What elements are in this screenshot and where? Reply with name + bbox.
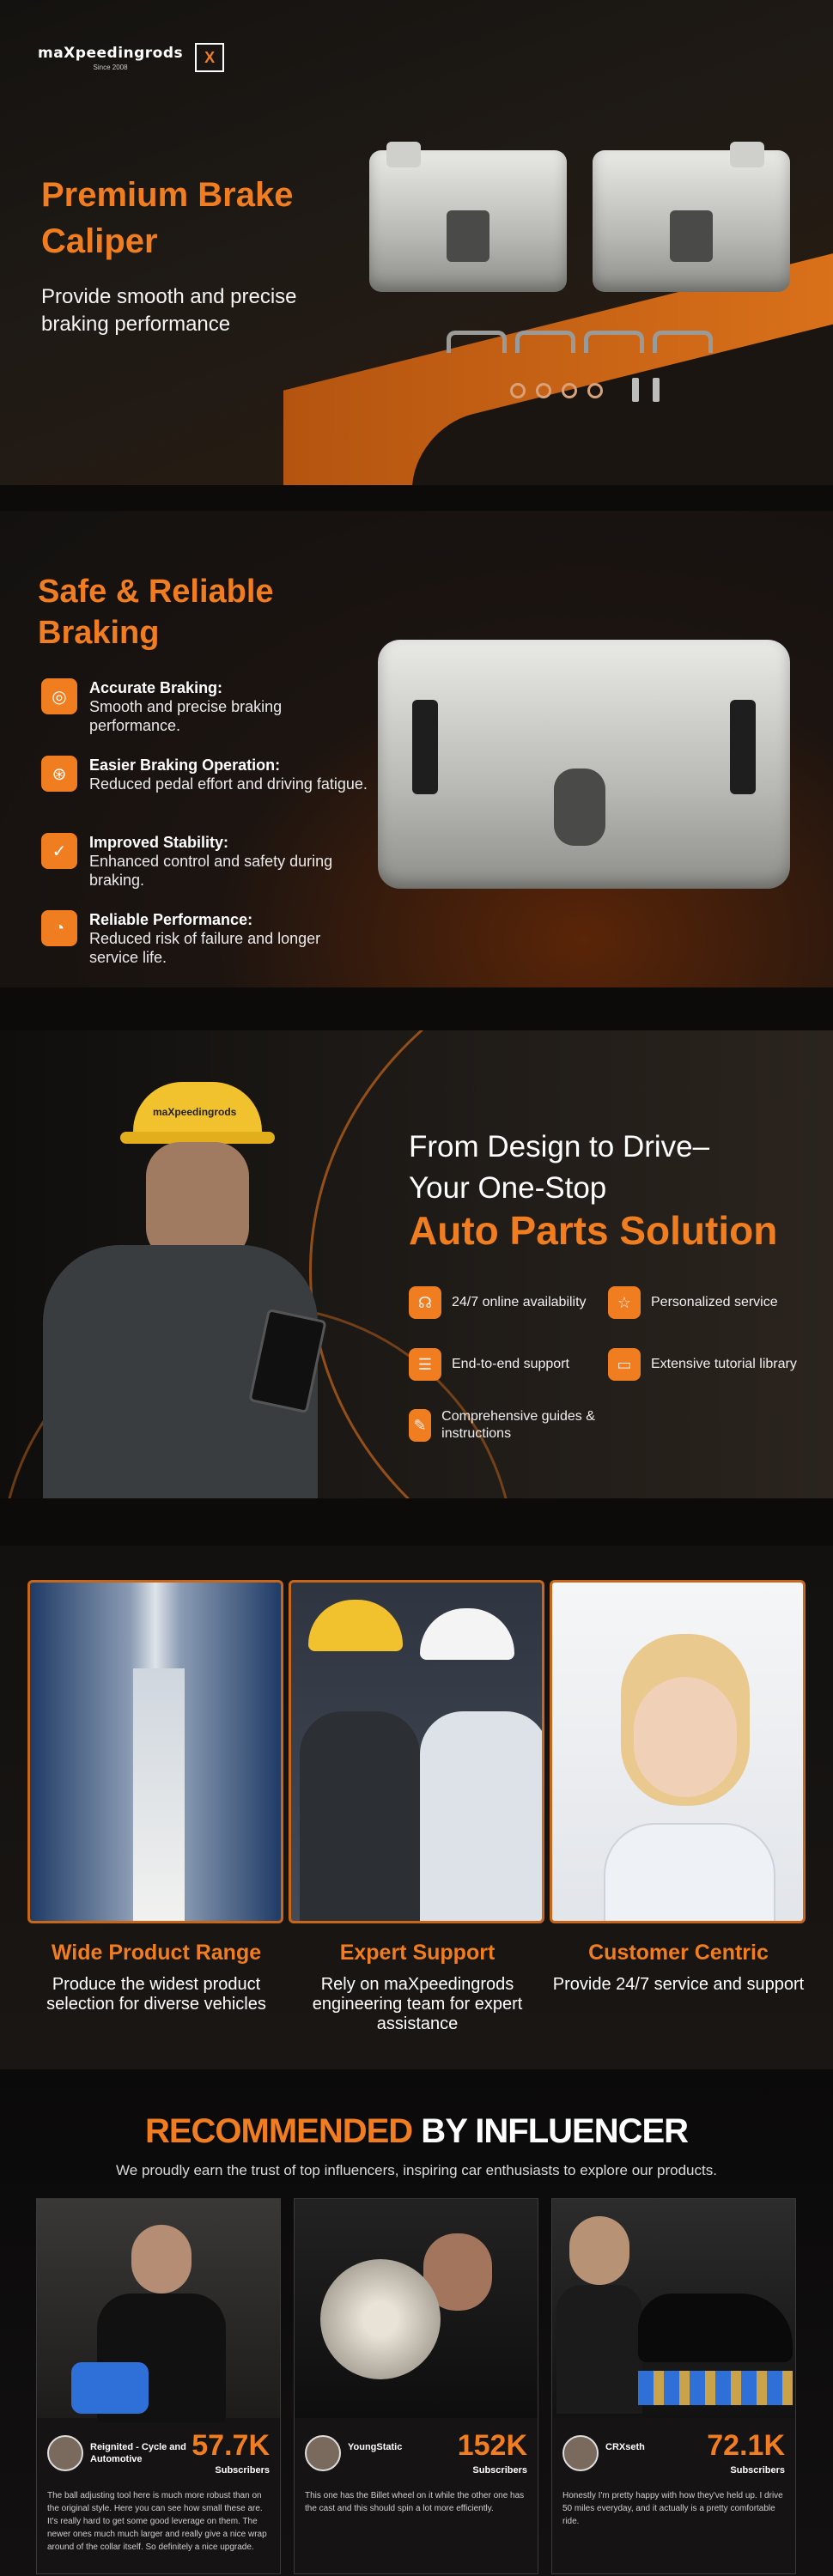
tutorial-icon: ▭ xyxy=(608,1348,641,1381)
influencer-photo xyxy=(552,2199,796,2418)
brand-since: Since 2008 xyxy=(93,63,128,71)
avatar xyxy=(305,2435,341,2471)
influencer-quote: Honestly I'm pretty happy with how they've held up. I drive 50 miles everyday, and it actually is a pretty comfortable ride. xyxy=(562,2491,783,2526)
influencer-name: CRXseth xyxy=(605,2442,645,2452)
pillar-title: Expert Support xyxy=(339,1941,496,1965)
shield-check-icon: ✓ xyxy=(41,833,77,869)
expert-support-photo xyxy=(289,1580,544,1923)
helmet-logo: maXpeedingrods xyxy=(153,1106,237,1118)
feature-title: Reliable Performance: xyxy=(89,911,253,928)
influencer-title xyxy=(0,2112,833,2151)
influencer-name: Reignited - Cycle and Automotive xyxy=(90,2442,186,2464)
guide-icon: ✎ xyxy=(409,1409,431,1442)
subscriber-count: 57.7K xyxy=(192,2429,270,2462)
influencer-quote: This one has the Billet wheel on it while the other one has the cast and this should spin a lot more efficiently. xyxy=(305,2491,525,2513)
subscriber-count: 152K xyxy=(457,2429,527,2462)
steering-icon: ⊛ xyxy=(41,756,77,792)
influencer-photo xyxy=(37,2199,281,2418)
feature-desc: Reduced risk of failure and longer service life. xyxy=(89,930,321,966)
influencer-quote: The ball adjusting tool here is much more robust than on the original style. Here you can see how small these are. It's really hard to get some good leverage on them. The newer ones much much larger and really give a nice wrap around of the collar itself. So definitely a nice upgrade. xyxy=(47,2491,267,2552)
hero-title: Premium Brake Caliper xyxy=(41,176,294,260)
service-label: Personalized service xyxy=(651,1295,778,1309)
avatar xyxy=(562,2435,599,2471)
safety-section xyxy=(0,511,833,987)
solution-heading xyxy=(409,1127,709,1209)
pillar-desc: Provide 24/7 service and support xyxy=(552,1975,805,1994)
service-label: 24/7 online availability xyxy=(452,1295,587,1309)
feature-title: Improved Stability: xyxy=(89,834,229,851)
brand-logo[interactable] xyxy=(38,43,224,72)
star-icon: ☆ xyxy=(608,1286,641,1319)
customer-service-photo xyxy=(550,1580,806,1923)
pillars-section xyxy=(0,1546,833,2069)
influencer-card[interactable] xyxy=(36,2198,281,2574)
pillar-title: Wide Product Range xyxy=(51,1941,262,1965)
pillar-desc: Produce the widest product selection for diverse vehicles xyxy=(46,1975,266,2014)
feature-item xyxy=(41,910,368,967)
safety-title: Safe & Reliable Braking xyxy=(38,574,274,651)
subscriber-label: Subscribers xyxy=(472,2465,527,2476)
feature-desc: Enhanced control and safety during braking. xyxy=(89,853,333,889)
feature-item xyxy=(41,678,368,735)
headset-icon: ☊ xyxy=(409,1286,441,1319)
feature-desc: Reduced pedal effort and driving fatigue. xyxy=(89,775,368,793)
service-item xyxy=(608,1286,778,1319)
service-label: End-to-end support xyxy=(452,1357,569,1371)
solution-highlight: Auto Parts Solution xyxy=(409,1208,778,1253)
hero-section xyxy=(0,0,833,485)
feature-desc: Smooth and precise braking performance. xyxy=(89,698,283,734)
influencer-card[interactable] xyxy=(551,2198,796,2574)
service-label: Comprehensive guides & instructions xyxy=(441,1409,595,1441)
service-item xyxy=(409,1408,598,1443)
heading-line-2: Your One-Stop xyxy=(409,1171,607,1205)
gauge-icon: ◔ xyxy=(41,910,77,946)
caliper-image-left xyxy=(369,150,567,292)
influencer-card[interactable] xyxy=(294,2198,538,2574)
hero-subtitle: Provide smooth and precise braking performance xyxy=(41,285,297,336)
service-item xyxy=(409,1286,587,1319)
heading-line-1: From Design to Drive– xyxy=(409,1130,710,1163)
subscriber-label: Subscribers xyxy=(215,2465,270,2476)
feature-title: Easier Braking Operation: xyxy=(89,756,281,774)
pillar-title: Customer Centric xyxy=(588,1941,769,1965)
target-icon: ◎ xyxy=(41,678,77,714)
avatar xyxy=(47,2435,83,2471)
influencer-name: YoungStatic xyxy=(348,2442,403,2452)
influencer-photo xyxy=(295,2199,538,2418)
solution-section xyxy=(0,1030,833,1498)
caliper-closeup-image xyxy=(378,640,790,889)
service-label: Extensive tutorial library xyxy=(651,1357,797,1371)
title-rest: BY INFLUENCER xyxy=(412,2112,689,2150)
feature-item xyxy=(41,833,368,890)
pillar-desc: Rely on maXpeedingrods engineering team for expert assistance xyxy=(312,1975,523,2033)
service-item xyxy=(608,1348,797,1381)
x-badge-icon: X xyxy=(195,43,224,72)
subscriber-label: Subscribers xyxy=(730,2465,785,2476)
feature-title: Accurate Braking: xyxy=(89,679,223,696)
feature-item xyxy=(41,756,368,793)
checklist-icon: ☰ xyxy=(409,1348,441,1381)
subscriber-count: 72.1K xyxy=(707,2429,785,2462)
engineer-photo xyxy=(9,1056,326,1498)
influencer-subtitle: We proudly earn the trust of top influencers, inspiring car enthusiasts to explore our products. xyxy=(116,2162,717,2178)
warehouse-photo xyxy=(27,1580,283,1923)
brand-name: maXpeedingrods xyxy=(38,44,184,62)
influencer-section xyxy=(0,2069,833,2576)
caliper-image-right xyxy=(593,150,790,292)
service-item xyxy=(409,1348,569,1381)
title-highlight: RECOMMENDED xyxy=(144,2112,413,2150)
